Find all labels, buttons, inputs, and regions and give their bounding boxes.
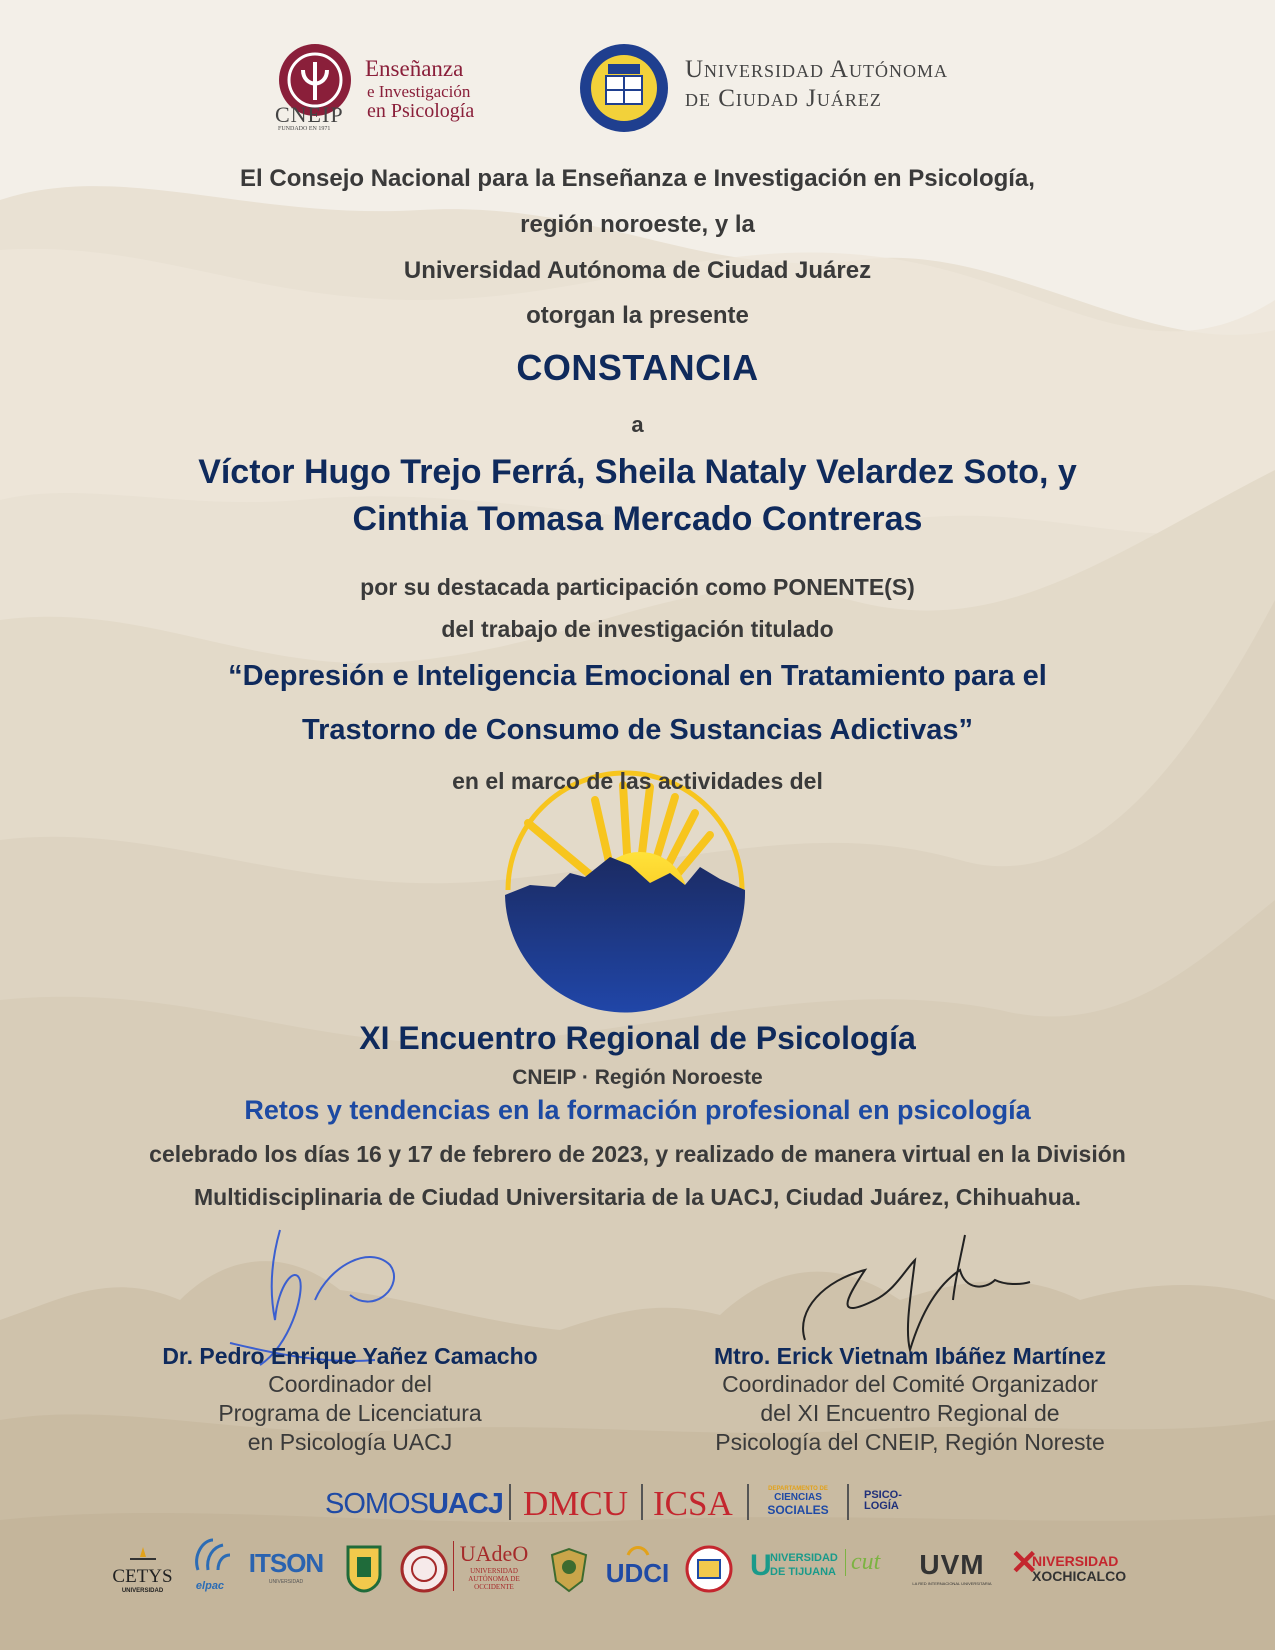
dept-line-2: CIENCIAS — [774, 1492, 822, 1503]
xochi-line-2: XOCHICALCO — [1032, 1568, 1127, 1584]
signer-2-role-1: Coordinador del Comité Organizador — [722, 1371, 1098, 1397]
cetys-text: CETYS — [112, 1566, 173, 1587]
dmcu-logo: DMCU — [523, 1484, 629, 1523]
eagle-emblem-icon — [548, 1545, 590, 1593]
framework-text: en el marco de las actividades del — [452, 768, 823, 794]
intro-line-2: región noroeste, y la — [520, 211, 755, 238]
signer-2-role-2: del XI Encuentro Regional de — [760, 1400, 1060, 1426]
cneip-line3: en Psicología — [367, 100, 475, 122]
signature-block-1 — [100, 1343, 600, 1457]
udci-text: UDCI — [605, 1558, 670, 1588]
event-name: XI Encuentro Regional de Psicología — [359, 1020, 916, 1056]
colorful-seal-icon — [685, 1545, 733, 1593]
somos-text: SOMOS — [325, 1488, 428, 1520]
uvm-logo — [912, 1549, 992, 1586]
participation-line-1: por su destacada participación como PONENTE(S) — [360, 574, 915, 600]
ut-line-1: NIVERSIDAD — [770, 1552, 838, 1564]
uacj-text: UACJ — [427, 1488, 503, 1520]
sponsor-divider — [747, 1484, 749, 1520]
cetys-logo — [110, 1545, 175, 1594]
signer-1-role-1: Coordinador del — [268, 1371, 432, 1397]
round-seal-icon — [400, 1545, 448, 1593]
ut-u-text: U — [750, 1549, 772, 1582]
cneip-founded: FUNDADO EN 1971 — [278, 126, 331, 132]
dept-line-1: DEPARTAMENTO DE — [768, 1486, 828, 1492]
xochi-line-1: NIVERSIDAD — [1032, 1553, 1119, 1569]
uadeo-sub-3: OCCIDENTE — [474, 1583, 514, 1591]
cneip-abbr: CNEIP — [275, 102, 344, 127]
uacj-seal-icon — [578, 42, 670, 134]
cneip-line1: Enseñanza — [365, 56, 464, 81]
signer-2-role-3: Psicología del CNEIP, Región Noreste — [715, 1429, 1105, 1455]
elpac-text: elpac — [195, 1580, 225, 1592]
intro-line-1: El Consejo Nacional para la Enseñanza e Investigación en Psicología, — [240, 165, 1035, 192]
uadeo-text: UAdeO — [459, 1541, 529, 1566]
signature-2-handwriting — [785, 1230, 1045, 1360]
signer-1-role-3: en Psicología UACJ — [247, 1429, 453, 1455]
participation-line-2: del trabajo de investigación titulado — [441, 616, 834, 642]
uadeo-sub-2: AUTÓNOMA DE — [468, 1575, 520, 1583]
recipients-line-1: Víctor Hugo Trejo Ferrá, Sheila Nataly Velardez Soto, y — [198, 453, 1077, 491]
signer-1-role-2: Programa de Licenciatura — [218, 1400, 482, 1426]
shield-emblem-icon — [346, 1545, 382, 1593]
work-title-line-2: Trastorno de Consumo de Sustancias Adictivas” — [302, 714, 973, 746]
cneip-line2: e Investigación — [367, 82, 471, 101]
xochicalco-logo — [1010, 1543, 1140, 1593]
work-title-line-1: “Depresión e Inteligencia Emocional en Tratamiento para el — [228, 660, 1047, 692]
itson-logo — [245, 1548, 327, 1585]
xochi-x-icon: ✕ — [1010, 1544, 1039, 1582]
signer-1-name: Dr. Pedro Enrique Yañez Camacho — [162, 1343, 538, 1369]
signature-block-2 — [660, 1343, 1160, 1457]
psicologia-logo: PSICO-LOGÍA — [864, 1489, 902, 1512]
intro-line-3: Universidad Autónoma de Ciudad Juárez — [403, 257, 872, 284]
recipients-line-2: Cinthia Tomasa Mercado Contreras — [352, 500, 923, 538]
certificate-title: CONSTANCIA — [516, 347, 759, 388]
sponsor-divider — [641, 1484, 643, 1520]
sponsors-row-1 — [320, 1478, 920, 1528]
elpac-logo — [185, 1535, 235, 1592]
uadeo-sub-1: UNIVERSIDAD — [470, 1567, 518, 1575]
event-sun-emblem-icon — [500, 765, 750, 1015]
intro-line-4: otorgan la presente — [526, 302, 749, 329]
itson-text: ITSON — [248, 1548, 324, 1578]
cut-logo: cut — [845, 1549, 880, 1576]
cneip-logo — [275, 40, 495, 135]
somos-uacj-logo — [325, 1488, 503, 1521]
sponsor-divider — [847, 1484, 849, 1520]
event-subtitle: CNEIP · Región Noroeste — [512, 1066, 763, 1089]
uacj-line2: de Ciudad Juárez — [685, 85, 882, 112]
sponsor-divider — [509, 1484, 511, 1520]
ut-line-2: DE TIJUANA — [770, 1566, 837, 1578]
to-label: a — [631, 412, 644, 437]
udci-logo — [605, 1543, 670, 1589]
itson-sub: UNIVERSIDAD — [268, 1579, 304, 1585]
elpac-emblem-icon — [188, 1535, 232, 1575]
icsa-logo: ICSA — [653, 1484, 733, 1523]
udci-emblem-icon — [626, 1543, 650, 1557]
date-line-1: celebrado los días 16 y 17 de febrero de 2023, y realizado de manera virtual en la División — [149, 1141, 1126, 1167]
date-line-2: Multidisciplinaria de Ciudad Universitaria de la UACJ, Ciudad Juárez, Chihuahua. — [194, 1184, 1081, 1210]
event-theme: Retos y tendencias en la formación profesional en psicología — [244, 1095, 1031, 1125]
signer-2-name: Mtro. Erick Vietnam Ibáñez Martínez — [714, 1343, 1106, 1369]
sponsors-row-2 — [100, 1535, 1180, 1605]
uvm-text: UVM — [919, 1549, 985, 1580]
uacj-logo — [578, 42, 1008, 134]
uacj-line1: Universidad Autónoma — [685, 56, 948, 83]
uadeo-logo — [453, 1541, 534, 1591]
uvm-sub: LA RED INTERNACIONAL UNIVERSITARIA — [912, 1581, 992, 1586]
cetys-sub: UNIVERSIDAD — [121, 1588, 164, 1594]
cetys-emblem-icon — [128, 1545, 158, 1561]
ciencias-sociales-logo — [762, 1486, 834, 1517]
ut-logo — [750, 1549, 840, 1589]
dept-line-3: SOCIALES — [767, 1503, 829, 1517]
